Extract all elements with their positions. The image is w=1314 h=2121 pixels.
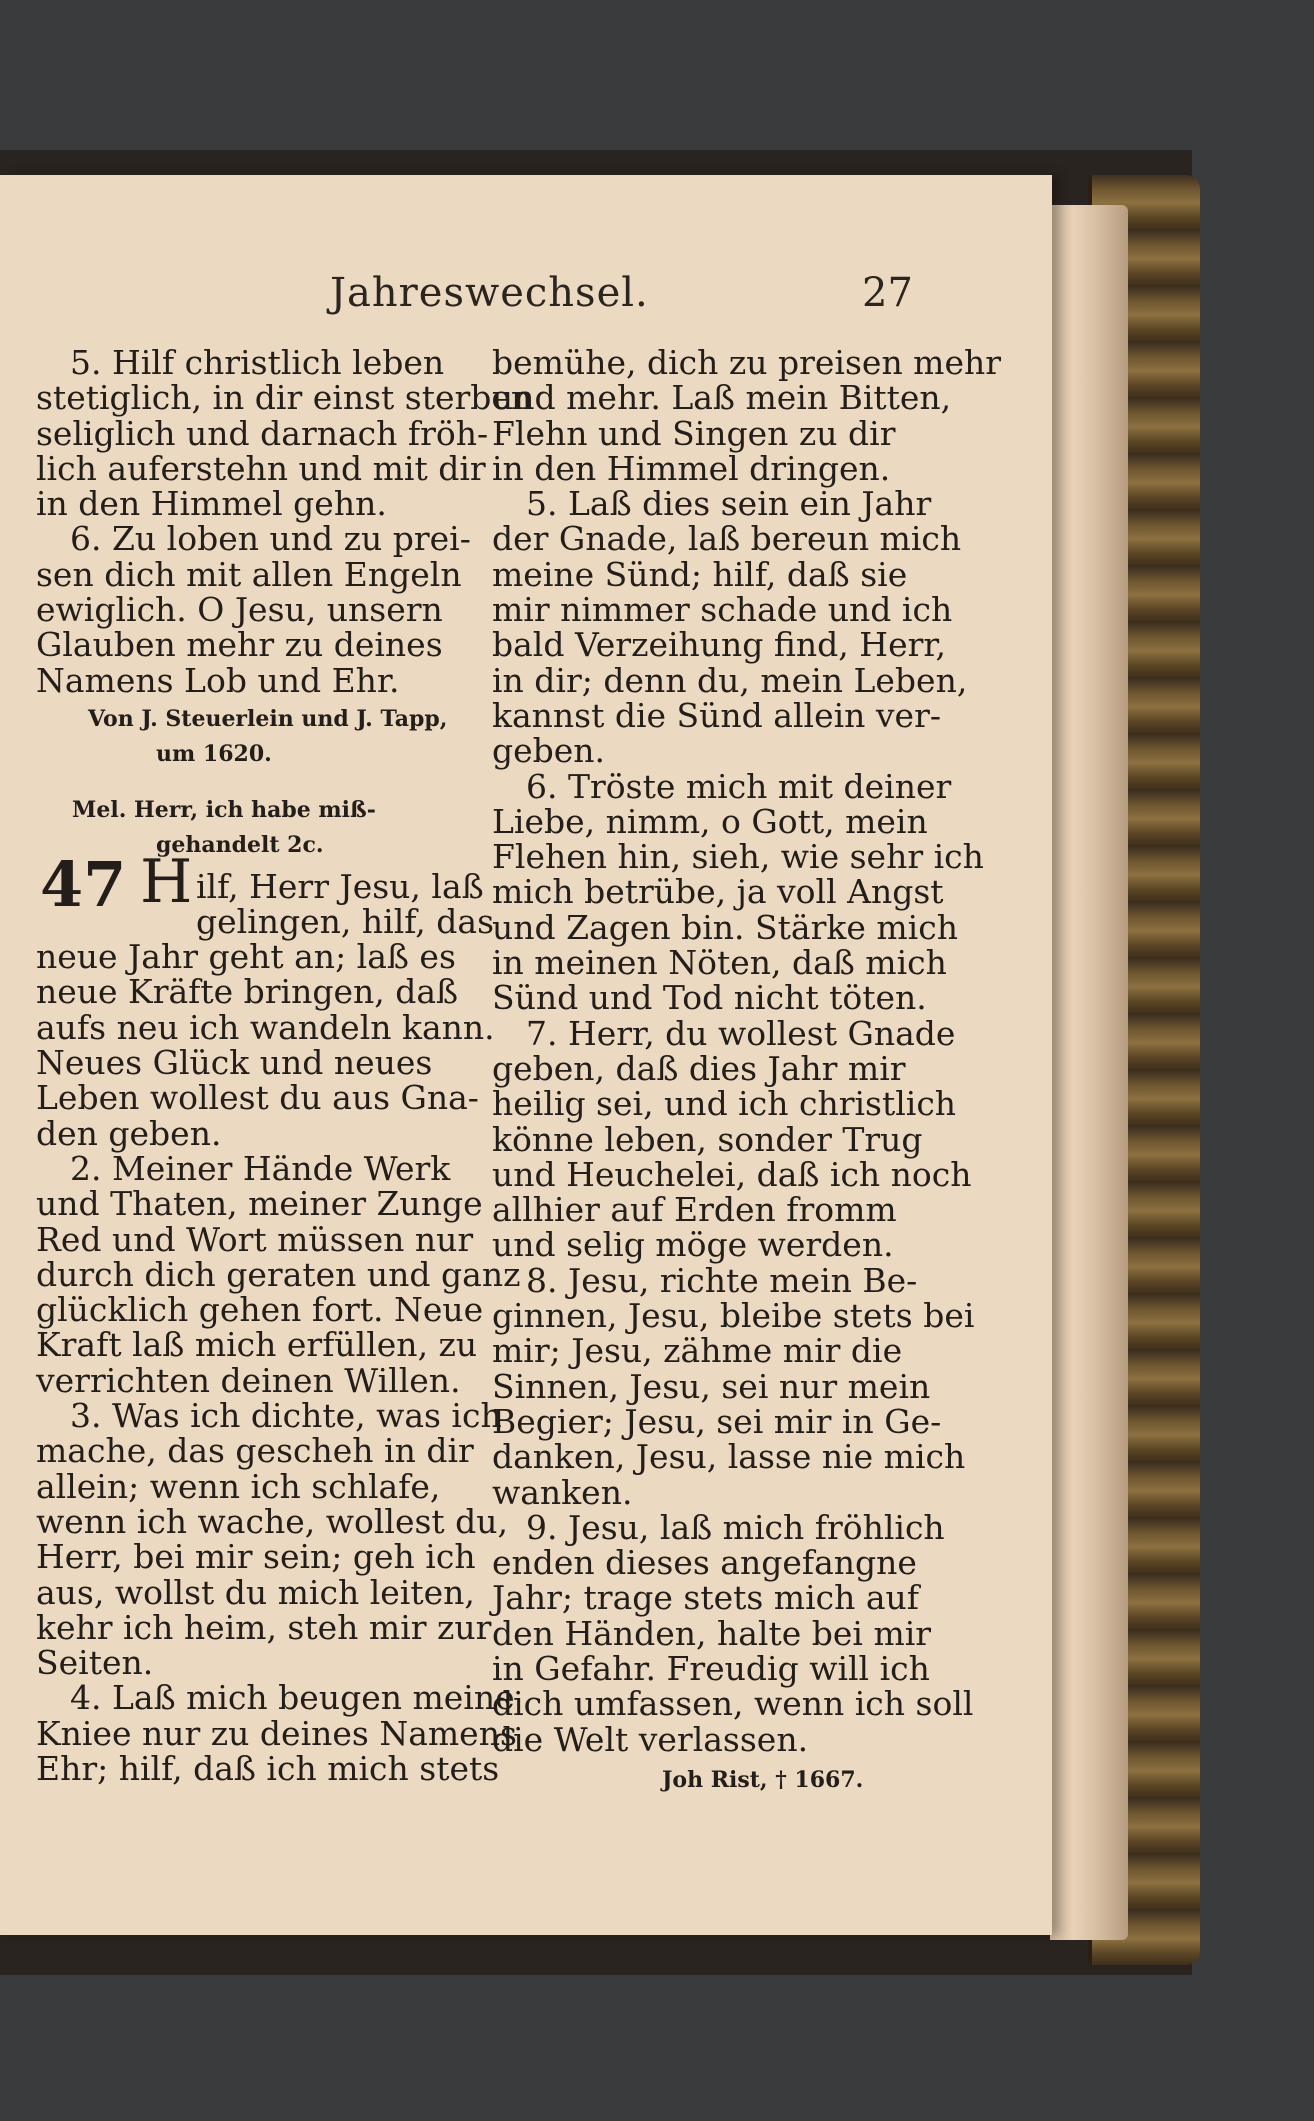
hymn-first-line-1: ilf, Herr Jesu, laß: [196, 867, 484, 907]
page-edges: [1050, 205, 1128, 1940]
text-line: die Welt verlassen.: [492, 1719, 809, 1759]
text-line: Sünd und Tod nicht töten.: [492, 978, 927, 1018]
text-line: Glauben mehr zu deines: [36, 625, 443, 665]
text-line: der Gnade, laß bereun mich: [492, 519, 962, 559]
text-line: in den Himmel dringen.: [492, 448, 891, 488]
right-attribution: Joh Rist, † 1667.: [662, 1766, 864, 1793]
text-line: 5. Hilf christlich leben: [70, 343, 445, 382]
text-line: neue Kräfte bringen, daß: [36, 972, 459, 1012]
text-line: in Gefahr. Freudig will ich: [492, 1648, 930, 1688]
attribution-line-2: um 1620.: [156, 741, 272, 768]
text-line: Flehen hin, sieh, wie sehr ich: [492, 837, 984, 877]
text-line: bemühe, dich zu preisen mehr: [492, 343, 1002, 382]
text-line: Red und Wort müssen nur: [36, 1219, 474, 1259]
right-verses: [492, 343, 1002, 1759]
text-line: danken, Jesu, lasse nie mich: [492, 1437, 966, 1477]
text-line: mir nimmer schade und ich: [492, 590, 953, 630]
text-line: allein; wenn ich schlafe,: [36, 1466, 441, 1506]
text-line: Neues Glück und neues: [36, 1043, 433, 1083]
text-line: 2. Meiner Hände Werk: [70, 1148, 451, 1188]
text-line: könne leben, sonder Trug: [492, 1119, 923, 1159]
left-verses-b: [36, 937, 521, 1788]
text-line: Namens Lob und Ehr.: [36, 660, 400, 700]
text-line: enden dieses angefangne: [492, 1543, 917, 1583]
text-line: geben, daß dies Jahr mir: [492, 1048, 906, 1088]
text-line: und selig möge werden.: [492, 1225, 894, 1265]
text-line: durch dich geraten und ganz: [36, 1254, 521, 1294]
text-line: Flehn und Singen zu dir: [492, 413, 896, 453]
text-line: lich auferstehn und mit dir: [36, 448, 486, 488]
text-line: geben.: [492, 731, 606, 771]
text-line: 4. Laß mich beugen meine: [70, 1678, 515, 1718]
text-line: mache, das gescheh in dir: [36, 1431, 474, 1471]
text-line: den geben.: [36, 1113, 222, 1153]
text-line: Jahr; trage stets mich auf: [492, 1578, 920, 1618]
text-line: wanken.: [492, 1472, 633, 1512]
text-line: heilig sei, und ich christlich: [492, 1084, 957, 1124]
text-line: und Thaten, meiner Zunge: [36, 1184, 483, 1224]
text-line: Ehr; hilf, daß ich mich stets: [36, 1748, 500, 1788]
text-line: sen dich mit allen Engeln: [36, 554, 462, 594]
text-line: kehr ich heim, steh mir zur: [36, 1607, 492, 1647]
text-line: verrichten deinen Willen.: [36, 1360, 461, 1400]
text-line: meine Sünd; hilf, daß sie: [492, 554, 908, 594]
text-line: Kraft laß mich erfüllen, zu: [36, 1325, 478, 1365]
text-line: Seiten.: [36, 1643, 154, 1683]
text-line: und mehr. Laß mein Bitten,: [492, 378, 952, 418]
text-line: 6. Zu loben und zu prei-: [70, 519, 471, 559]
text-line: 7. Herr, du wollest Gnade: [526, 1013, 956, 1053]
text-line: mich betrübe, ja voll Angst: [492, 872, 944, 912]
text-line: bald Verzeihung find, Herr,: [492, 625, 947, 665]
hymn-first-line-2: gelingen, hilf, das: [196, 902, 495, 942]
text-line: aufs neu ich wandeln kann.: [36, 1007, 495, 1047]
attribution-line-1: Von J. Steuerlein und J. Tapp,: [88, 705, 448, 732]
text-line: wenn ich wache, wollest du,: [36, 1501, 509, 1541]
text-line: aus, wollst du mich leiten,: [36, 1572, 475, 1612]
hymn-first-lines: [196, 869, 494, 940]
text-line: seliglich und darnach fröh-: [36, 413, 489, 453]
text-line: ginnen, Jesu, bleibe stets bei: [492, 1296, 975, 1336]
drop-cap: H: [140, 847, 193, 918]
text-line: 5. Laß dies sein ein Jahr: [526, 484, 932, 524]
text-line: 9. Jesu, laß mich fröhlich: [526, 1507, 945, 1547]
text-line: und Heuchelei, daß ich noch: [492, 1154, 972, 1194]
text-line: in dir; denn du, mein Leben,: [492, 660, 968, 700]
text-line: mir; Jesu, zähme mir die: [492, 1331, 903, 1371]
text-line: 8. Jesu, richte mein Be-: [526, 1260, 918, 1300]
text-line: ewiglich. O Jesu, unsern: [36, 590, 443, 630]
book-page: [0, 175, 1052, 1935]
text-line: und Zagen bin. Stärke mich: [492, 907, 958, 947]
melody-line-1: Mel. Herr, ich habe miß-: [72, 796, 376, 823]
page-number: 27: [862, 270, 913, 316]
text-line: 3. Was ich dichte, was ich: [70, 1396, 502, 1436]
text-line: Kniee nur zu deines Namens: [36, 1713, 517, 1753]
text-line: 6. Tröste mich mit deiner: [526, 766, 952, 806]
text-line: dich umfassen, wenn ich soll: [492, 1684, 974, 1724]
text-line: in den Himmel gehn.: [36, 484, 387, 524]
text-line: Begier; Jesu, sei mir in Ge-: [492, 1401, 942, 1441]
left-column: [36, 343, 533, 1788]
text-line: Liebe, nimm, o Gott, mein: [492, 801, 928, 841]
text-line: stetiglich, in dir einst sterben: [36, 378, 533, 418]
text-line: kannst die Sünd allein ver-: [492, 695, 941, 735]
text-line: den Händen, halte bei mir: [492, 1613, 932, 1653]
hymn-heading: [36, 847, 495, 942]
text-line: Sinnen, Jesu, sei nur mein: [492, 1366, 931, 1406]
hymn-number: 47: [40, 848, 127, 922]
text-line: neue Jahr geht an; laß es: [36, 937, 456, 977]
right-column: [492, 343, 1002, 1798]
text-line: glücklich gehen fort. Neue: [36, 1290, 484, 1330]
text-line: allhier auf Erden fromm: [492, 1190, 897, 1230]
text-line: in meinen Nöten, daß mich: [492, 943, 947, 983]
text-line: Leben wollest du aus Gna-: [36, 1078, 479, 1118]
left-verses-a: [36, 343, 533, 700]
text-line: Herr, bei mir sein; geh ich: [36, 1537, 476, 1577]
running-head: Jahreswechsel.: [330, 270, 649, 316]
melody-line-2: gehandelt 2c.: [156, 831, 324, 858]
